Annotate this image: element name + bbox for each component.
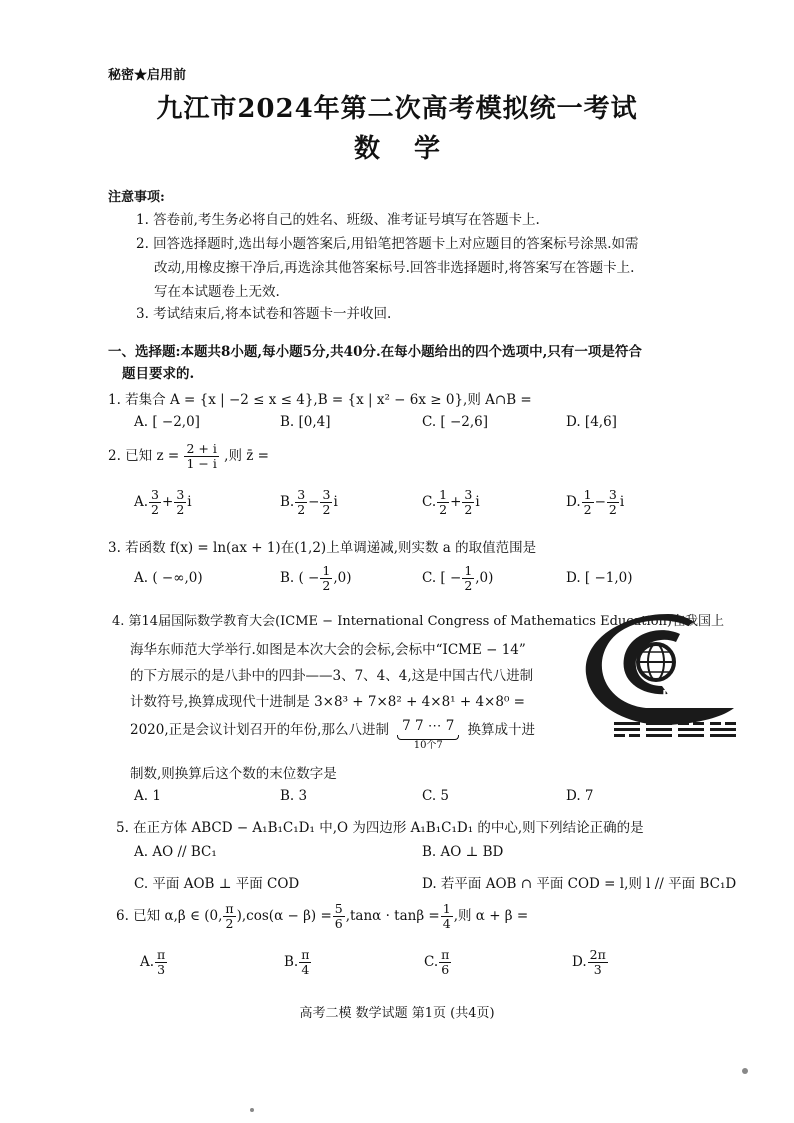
notes-heading: 注意事项: bbox=[108, 190, 165, 205]
fraction bbox=[223, 902, 235, 931]
numerator: 1 bbox=[442, 901, 451, 916]
fraction bbox=[149, 488, 161, 517]
q4-line-4: 计数符号,换算成现代十进制是 3×8³ + 7×8² + 4×8¹ + 4×8⁰ = bbox=[130, 694, 525, 710]
q2-option-c bbox=[422, 488, 480, 517]
q4-line-5 bbox=[130, 718, 535, 752]
q6-stem bbox=[116, 902, 528, 931]
denominator: 4 bbox=[442, 916, 451, 931]
numerator: 1 bbox=[322, 563, 331, 578]
operator: + bbox=[450, 494, 462, 510]
note-item-3: 3. 考试结束后,将本试卷和答题卡一并收回. bbox=[136, 306, 392, 322]
q2-option-b bbox=[280, 488, 338, 517]
q5-option-c: C. 平面 AOB ⊥ 平面 COD bbox=[134, 876, 300, 892]
q4-line-3: 的下方展示的是八卦中的四卦——3、7、4、4,这是中国古代八进制 bbox=[130, 668, 534, 684]
scan-speck bbox=[250, 1108, 254, 1112]
octal-number bbox=[397, 718, 459, 752]
fraction bbox=[588, 948, 608, 977]
q2-stem-suffix: ,则 z̄ = bbox=[224, 448, 269, 464]
numerator: π bbox=[441, 947, 450, 962]
scan-speck bbox=[742, 1068, 748, 1074]
fraction bbox=[437, 488, 449, 517]
q5-stem: 5. 在正方体 ABCD − A₁B₁C₁D₁ 中,O 为四边形 A₁B₁C₁D₁ 的中心,则下列结论正确的是 bbox=[116, 820, 644, 836]
q4-line-2: 海华东师范大学举行.如图是本次大会的会标,会标中“ICME − 14” bbox=[130, 642, 526, 658]
q2-denominator: 1 − i bbox=[186, 456, 217, 471]
numerator: 3 bbox=[464, 487, 473, 502]
icme-logo-graphic bbox=[584, 612, 744, 742]
fraction bbox=[441, 902, 453, 931]
q1-option-b: B. [0,4] bbox=[280, 414, 331, 430]
option-letter: D. bbox=[572, 954, 587, 970]
q6-stem-mid-1: ),cos(α − β) = bbox=[236, 908, 332, 924]
fraction bbox=[439, 948, 451, 977]
q4-line-5-prefix: 2020,正是会议计划召开的年份,那么八进制 bbox=[130, 722, 389, 738]
numerator: π bbox=[301, 947, 310, 962]
denominator: 2 bbox=[225, 916, 234, 931]
q4-line-6: 制数,则换算后这个数的末位数字是 bbox=[130, 766, 337, 782]
numerator: 3 bbox=[151, 487, 159, 502]
numerator: 1 bbox=[464, 563, 473, 578]
fraction bbox=[333, 902, 345, 931]
q1-option-c: C. [ −2,6] bbox=[422, 414, 489, 430]
note-item-1: 1. 答卷前,考生务必将自己的姓名、班级、准考证号填写在答题卡上. bbox=[136, 212, 540, 228]
q5-option-b: B. AO ⊥ BD bbox=[422, 844, 504, 860]
octal-digits: 7 7 ⋯ 7 bbox=[402, 718, 455, 734]
denominator: 2 bbox=[297, 502, 306, 517]
option-letter: A. bbox=[134, 494, 149, 510]
fraction bbox=[320, 564, 332, 593]
octal-digit-count: 10个7 bbox=[413, 740, 443, 751]
q1-stem: 1. 若集合 A = {x | −2 ≤ x ≤ 4},B = {x | x² − 6x ≥ 0},则 A∩B = bbox=[108, 392, 532, 408]
denominator: 2 bbox=[322, 578, 331, 593]
operator: + bbox=[162, 494, 174, 510]
numerator: π bbox=[157, 947, 166, 962]
option-letter: B. bbox=[284, 954, 299, 970]
q1-option-a: A. [ −2,0] bbox=[134, 414, 200, 430]
fraction bbox=[155, 948, 167, 977]
confidential-label: 秘密★启用前 bbox=[108, 68, 187, 83]
q2-option-a bbox=[134, 488, 192, 517]
page-footer: 高考二模 数学试题 第1页 (共4页) bbox=[299, 1006, 495, 1021]
q6-option-d bbox=[572, 948, 609, 977]
numerator: 1 bbox=[439, 487, 448, 502]
q5-option-d: D. 若平面 AOB ∩ 平面 COD = l,则 l // 平面 BC₁D bbox=[422, 876, 737, 892]
exam-title: 九江市2024年第二次高考模拟统一考试 bbox=[156, 94, 638, 124]
denominator: 6 bbox=[441, 962, 450, 977]
denominator: 2 bbox=[439, 502, 448, 517]
fraction bbox=[607, 488, 619, 517]
option-suffix: ,0) bbox=[333, 570, 352, 586]
fraction bbox=[582, 488, 594, 517]
denominator: 2 bbox=[583, 502, 592, 517]
denominator: 3 bbox=[593, 962, 602, 977]
operator: − bbox=[308, 494, 320, 510]
q4-line-5-suffix: 换算成十进 bbox=[467, 722, 536, 738]
q1-option-d: D. [4,6] bbox=[566, 414, 617, 430]
option-letter: C. bbox=[424, 954, 439, 970]
q6-option-c bbox=[424, 948, 452, 977]
q4-option-a: A. 1 bbox=[134, 788, 161, 804]
option-letter: C. bbox=[422, 494, 437, 510]
numerator: π bbox=[225, 901, 234, 916]
note-item-2-line-3: 写在本试题卷上无效. bbox=[154, 284, 280, 300]
q3-option-a: A. ( −∞,0) bbox=[134, 570, 203, 586]
denominator: 2 bbox=[176, 502, 185, 517]
q2-stem bbox=[108, 442, 269, 471]
numerator: 3 bbox=[176, 487, 185, 502]
imaginary-unit: i bbox=[187, 494, 192, 510]
option-letter: D. bbox=[566, 494, 581, 510]
numerator: 5 bbox=[334, 901, 343, 916]
section-heading-line-2: 题目要求的. bbox=[122, 366, 195, 382]
imaginary-unit: i bbox=[475, 494, 480, 510]
numerator: 3 bbox=[608, 487, 617, 502]
fraction bbox=[320, 488, 332, 517]
icme-logo-text: ICME-14 bbox=[662, 687, 722, 704]
q2-numerator: 2 + i bbox=[186, 441, 217, 456]
q6-stem-suffix: ,则 α + β = bbox=[453, 908, 529, 924]
note-item-2-line-2: 改动,用橡皮擦干净后,再选涂其他答案标号.回答非选择题时,将答案写在答题卡上. bbox=[154, 260, 635, 276]
numerator: 3 bbox=[322, 487, 331, 502]
option-letter: B. bbox=[280, 494, 295, 510]
q5-option-a: A. AO // BC₁ bbox=[134, 844, 217, 860]
option-letter: A. bbox=[140, 954, 155, 970]
fraction bbox=[462, 488, 474, 517]
q3-option-c bbox=[422, 564, 493, 593]
section-heading-line-1: 一、选择题:本题共8小题,每小题5分,共40分.在每小题给出的四个选项中,只有一项是符合 bbox=[108, 344, 642, 360]
q6-option-b bbox=[284, 948, 312, 977]
numerator: 1 bbox=[583, 487, 592, 502]
numerator: 2π bbox=[589, 947, 606, 962]
denominator: 6 bbox=[334, 916, 343, 931]
imaginary-unit: i bbox=[619, 494, 625, 510]
denominator: 2 bbox=[151, 502, 159, 517]
q6-stem-mid-2: ,tanα · tanβ = bbox=[345, 908, 440, 924]
q4-option-b: B. 3 bbox=[280, 788, 308, 804]
q4-line-1: 4. 第14届国际数学教育大会(ICME − International Congress of Mathematics Education)在我国上 bbox=[112, 614, 724, 629]
q3-option-b bbox=[280, 564, 351, 593]
denominator: 4 bbox=[301, 962, 310, 977]
option-prefix: C. [ − bbox=[422, 570, 462, 586]
denominator: 2 bbox=[322, 502, 331, 517]
fraction bbox=[299, 948, 311, 977]
q6-option-a bbox=[140, 948, 168, 977]
q6-stem-prefix: 6. 已知 α,β ∈ (0, bbox=[116, 908, 223, 924]
icme-14-logo bbox=[584, 612, 744, 742]
denominator: 2 bbox=[464, 578, 473, 593]
option-prefix: B. ( − bbox=[280, 570, 320, 586]
fraction bbox=[462, 564, 474, 593]
q4-option-d: D. 7 bbox=[566, 788, 594, 804]
option-suffix: ,0) bbox=[475, 570, 494, 586]
exam-subject: 数学 bbox=[353, 134, 474, 164]
q3-stem: 3. 若函数 f(x) = ln(ax + 1)在(1,2)上单调递减,则实数 a 的取值范围是 bbox=[108, 540, 537, 556]
fraction bbox=[295, 488, 307, 517]
q2-stem-prefix: 2. 已知 z = bbox=[108, 448, 180, 464]
q2-option-d bbox=[566, 488, 624, 517]
fraction bbox=[174, 488, 186, 517]
note-item-2-line-1: 2. 回答选择题时,选出每小题答案后,用铅笔把答题卡上对应题目的答案标号涂黑.如需 bbox=[136, 236, 639, 252]
denominator: 2 bbox=[608, 502, 617, 517]
numerator: 3 bbox=[297, 487, 306, 502]
q4-option-c: C. 5 bbox=[422, 788, 450, 804]
imaginary-unit: i bbox=[333, 494, 338, 510]
denominator: 3 bbox=[157, 962, 166, 977]
q2-fraction bbox=[184, 442, 218, 471]
operator: − bbox=[594, 494, 606, 510]
q3-option-d: D. [ −1,0) bbox=[566, 570, 633, 586]
denominator: 2 bbox=[464, 502, 473, 517]
